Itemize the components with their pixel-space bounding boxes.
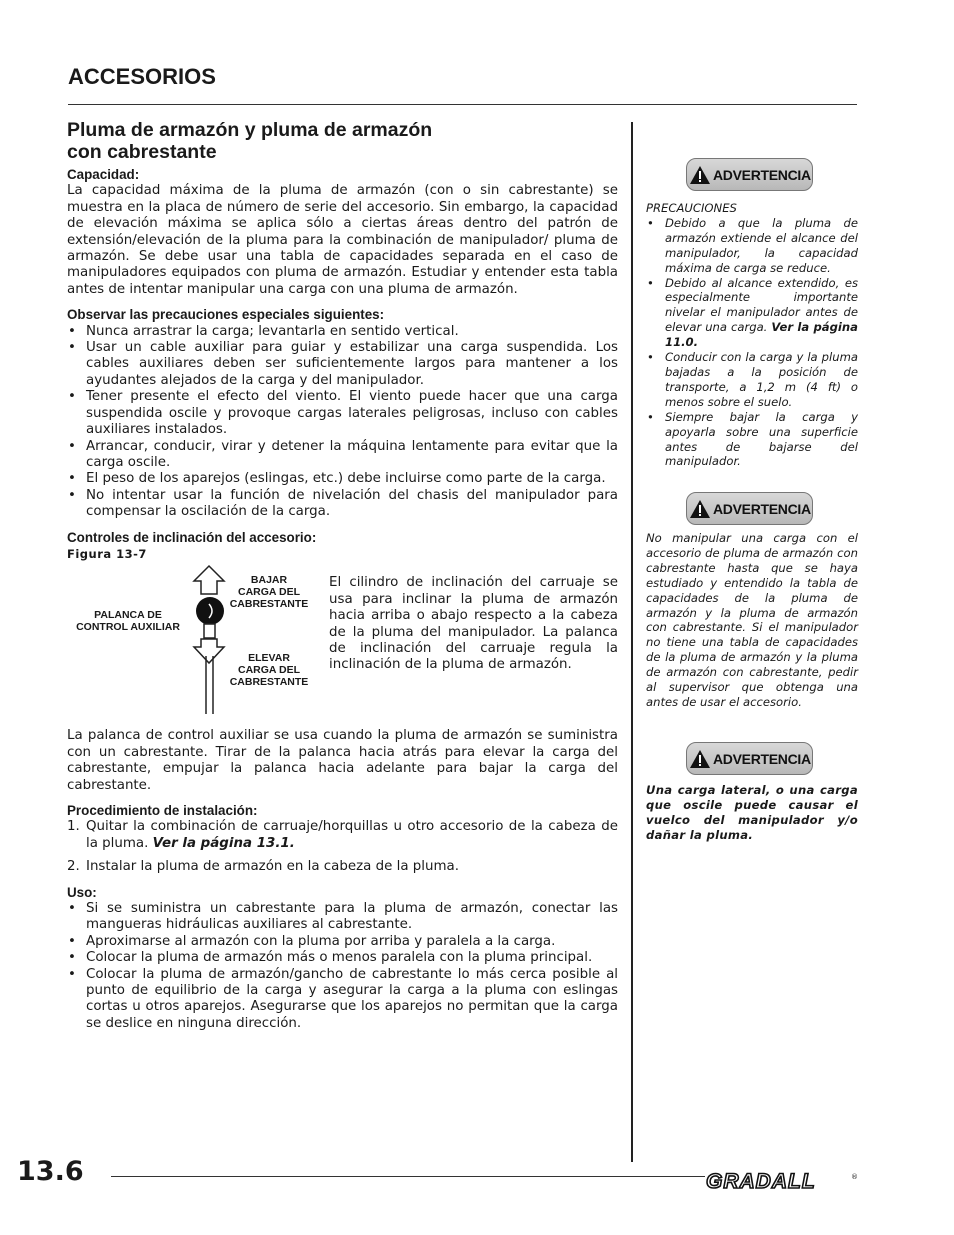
arrow-up-icon	[194, 566, 224, 594]
list-item: • Colocar la pluma de armazón/gancho de cabrestante lo más cerca posible al punto de equilibrio de la carga y asegurar la carga a la pluma con eslingas cortas u otros aparejos. Asegurarse que los aparejos no permitan que la carga se deslice en ninguna dirección.	[67, 967, 618, 1033]
page-reference: Ver la página 13.1.	[152, 835, 295, 851]
precautions-list	[67, 324, 618, 521]
install-steps	[67, 819, 618, 875]
list-item: • Si se suministra un cabrestante para la pluma de armazón, conectar las mangueras hidráulicas auxiliares al cabrestante.	[67, 901, 618, 934]
aux-text: La palanca de control auxiliar se usa cuando la pluma de armazón se suministra con un cabrestante. Tirar de la palanca hacia atrás para elevar la carga del cabrestante, empujar la palanca hacia adelante para bajar la carga del cabrestante.	[67, 728, 618, 793]
figure-13-7	[67, 562, 618, 722]
warning-1-text: PRECAUCIONES • Debido a que la pluma de armazón extiende el alcance del manipulador, la capacidad máxima de carga se reduce. • Debido al alcance extendido, es especialmente importante nivelar el manipulador antes de elevar una carga. Ver la página 11.0. • Conducir con la carga y la pluma bajadas a la posición de transporte, a 1,2 m (4 ft) o menos sobre el suelo. • Siempre bajar la carga y apoyarla sobre una superficie antes de bajarse del manipulador.	[646, 201, 858, 469]
warning-badge: ADVERTENCIA	[686, 492, 813, 525]
list-item: • Conducir con la carga y la pluma bajadas a la posición de transporte, a 1,2 m (4 ft) o menos sobre el suelo.	[646, 350, 858, 410]
arrow-down-icon	[194, 639, 224, 663]
lever-diagram	[191, 564, 227, 714]
warning-triangle-icon	[689, 165, 711, 185]
list-item: • Siempre bajar la carga y apoyarla sobre una superficie antes de bajarse del manipulador.	[646, 410, 858, 470]
label-raise-load: ELEVAR CARGA DEL CABRESTANTE	[229, 652, 309, 689]
list-item: • Nunca arrastrar la carga; levantarla en sentido vertical.	[67, 324, 618, 340]
warning-2-text: No manipular una carga con el accesorio de pluma de armazón con cabrestante hasta que se haya estudiado y entendido la tabla de capacidades de la pluma de armazón y la pluma de armazón con cabrestante. Si el manipulador no tiene una tabla de capacidades de la pluma de armazón y la pluma de armazón con cabrestante, pedir al supervisor que obtenga una antes de usar el accesorio.	[646, 531, 858, 709]
page-title: Pluma de armazón y pluma de armazón con cabrestante	[67, 119, 433, 163]
use-list	[67, 901, 618, 1032]
list-item: 1. Quitar la combinación de carruaje/horquillas u otro accesorio de la cabeza de la pluma. Ver la página 13.1.	[67, 819, 618, 851]
figure-text: El cilindro de inclinación del carruaje se usa para inclinar la pluma de armazón hacia arriba o abajo respecto a la cabeza de la pluma del manipulador. La palanca de inclinación del carruaje regula la inclinación de la pluma de armazón.	[329, 575, 618, 673]
label-aux-lever: PALANCA DE CONTROL AUXILIAR	[76, 609, 180, 634]
page-reference: Ver la página 11.0.	[665, 320, 858, 350]
list-item: • Usar un cable auxiliar para guiar y estabilizar una carga suspendida. Los cables auxiliares deben ser suficientemente largos para mantener a los ayudantes alejados de la carga y del manipulador.	[67, 340, 618, 389]
list-item: • No intentar usar la función de nivelación del chasis del manipulador para compensar la oscilación de la carga.	[67, 488, 618, 521]
registered-mark: ®	[851, 1173, 858, 1181]
column-divider	[631, 122, 633, 1162]
capacity-text: La capacidad máxima de la pluma de armazón (con o sin cabrestante) se muestra en la placa de número de serie del accesorio. Sin embargo, la capacidad de elevación máxima se aplica sólo a ciertas áreas dentro del patrón de extensión/elevación de la pluma para la combinación de manipulador/ pluma de armazón. Se debe usar una tabla de capacidades separada en el caso de manipuladores equipados con pluma de armazón. Estudiar y entender esta tabla antes de intentar manipular una carga con una pluma de armazón.	[67, 183, 618, 297]
list-item: • Debido a que la pluma de armazón extiende el alcance del manipulador, la capacidad máxima de carga se reduce.	[646, 216, 858, 276]
list-item: • Tener presente el efecto del viento. El viento puede hacer que una carga suspendida oscile y provoque cargas laterales peligrosas, incluso con cables auxiliares instalados.	[67, 389, 618, 438]
figure-caption: Figura 13-7	[67, 546, 147, 561]
footer-rule	[111, 1176, 705, 1177]
warning-triangle-icon	[689, 749, 711, 769]
list-item: 2. Instalar la pluma de armazón en la cabeza de la pluma.	[67, 859, 459, 875]
list-item: • Debido al alcance extendido, es especialmente importante nivelar el manipulador antes de elevar una carga. Ver la página 11.0.	[646, 276, 858, 351]
list-item: • Arrancar, conducir, virar y detener la máquina lentamente para evitar que la carga oscile.	[67, 439, 618, 472]
install-heading: Procedimiento de instalación:	[67, 802, 258, 818]
header-rule	[68, 104, 857, 105]
main-column	[67, 119, 618, 1032]
warning-triangle-icon	[689, 499, 711, 519]
use-heading: Uso:	[67, 884, 97, 900]
lever-knob-icon	[196, 597, 224, 625]
label-lower-load: BAJAR CARGA DEL CABRESTANTE	[229, 574, 309, 611]
section-title: ACCESORIOS	[68, 64, 216, 89]
warning-3-text: Una carga lateral, o una carga que oscile puede causar el vuelco del manipulador y/o dañar la pluma.	[646, 783, 858, 842]
list-item: • Colocar la pluma de armazón más o menos paralela con la pluma principal.	[67, 950, 618, 966]
list-item: • El peso de los aparejos (eslingas, etc.) debe incluirse como parte de la carga.	[67, 471, 618, 487]
warning-badge: ADVERTENCIA	[686, 742, 813, 775]
capacity-heading: Capacidad:	[67, 167, 140, 182]
list-item: • Aproximarse al armazón con la pluma por arriba y paralela a la carga.	[67, 934, 618, 950]
warning-badge: ADVERTENCIA	[686, 158, 813, 191]
brand-logo: GRADALL	[706, 1170, 816, 1193]
precautions-heading: Observar las precauciones especiales siguientes:	[67, 307, 385, 323]
page-number: 13.6	[17, 1156, 84, 1187]
tilt-heading: Controles de inclinación del accesorio:	[67, 529, 317, 545]
